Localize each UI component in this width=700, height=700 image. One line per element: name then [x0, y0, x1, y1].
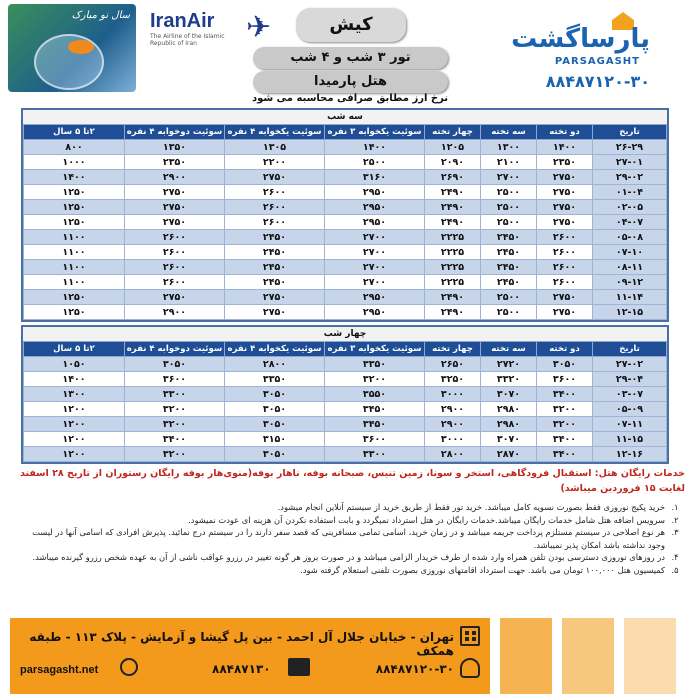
price-cell: ۱۲۵۰: [24, 200, 125, 215]
table-row: [24, 200, 667, 215]
price-cell: ۱۳۰۰: [24, 387, 125, 402]
table-row: [24, 290, 667, 305]
decor-stripe: [500, 618, 552, 694]
price-cell: ۳۲۰۰: [325, 372, 425, 387]
date-cell: ۰۵-۰۹: [593, 402, 667, 417]
price-cell: ۱۲۰۰: [24, 417, 125, 432]
four-nights-rows: [24, 357, 667, 462]
price-cell: ۲۴۹۰: [425, 215, 481, 230]
column-header: دو تخته: [537, 342, 593, 357]
price-cell: ۳۰۵۰: [125, 357, 225, 372]
price-cell: ۲۹۵۰: [325, 215, 425, 230]
date-cell: ۲۷-۰۱: [593, 155, 667, 170]
price-cell: ۲۵۰۰: [481, 185, 537, 200]
price-cell: ۱۳۵۰: [125, 140, 225, 155]
price-cell: ۲۰۹۰: [425, 155, 481, 170]
price-cell: ۲۷۵۰: [125, 215, 225, 230]
date-cell: ۲۹-۰۲: [593, 170, 667, 185]
price-cell: ۲۲۰۰: [225, 155, 325, 170]
price-cell: ۲۲۲۵: [425, 260, 481, 275]
airline-name: IranAir: [150, 10, 215, 32]
price-cell: ۲۹۰۰: [125, 170, 225, 185]
price-cell: ۲۴۵۰: [481, 245, 537, 260]
note-number: ۵.: [671, 564, 679, 575]
price-cell: ۲۵۰۰: [325, 155, 425, 170]
date-cell: ۲۶-۲۹: [593, 140, 667, 155]
price-cell: ۱۲۵۰: [24, 305, 125, 320]
four-nights-table: [21, 325, 669, 464]
price-cell: ۲۲۲۵: [425, 230, 481, 245]
note-text: در روزهای نوروزی دسترسی بودن تلفن همراه وارد شده از طرف خریدار الزامی میباشد و در صورت بروز هر گونه تغییر در رزرو عواقب ناشی از آن به عهده شخص رزرو گیرنده میباشد.: [32, 552, 665, 562]
price-cell: ۲۷۵۰: [125, 200, 225, 215]
price-cell: ۳۴۵۰: [325, 417, 425, 432]
price-cell: ۲۷۰۰: [325, 230, 425, 245]
note-item: [15, 514, 685, 527]
price-cell: ۲۵۰۰: [481, 305, 537, 320]
price-cell: ۳۶۰۰: [125, 372, 225, 387]
price-cell: ۲۷۵۰: [537, 215, 593, 230]
price-cell: ۲۷۵۰: [537, 170, 593, 185]
price-cell: ۳۴۵۰: [325, 402, 425, 417]
price-cell: ۳۴۰۰: [125, 432, 225, 447]
header: [0, 0, 700, 118]
price-cell: ۲۴۹۰: [425, 185, 481, 200]
iranair-logo: [150, 10, 270, 50]
parsagasht-logo: [511, 12, 680, 92]
phone-icon: [460, 658, 480, 678]
agency-latin-name: PARSAGASHT: [554, 56, 640, 67]
price-cell: ۲۹۰۰: [425, 402, 481, 417]
three-nights-table: [21, 108, 669, 322]
date-cell: ۲۹-۰۴: [593, 372, 667, 387]
nowruz-banner-image: [8, 4, 136, 92]
note-item: [15, 501, 685, 514]
price-cell: ۱۰۵۰: [24, 357, 125, 372]
price-cell: ۲۶۹۰: [425, 170, 481, 185]
price-cell: ۳۴۰۰: [537, 447, 593, 462]
table-row: [24, 432, 667, 447]
price-cell: ۲۸۷۰: [481, 447, 537, 462]
table-header-row: [24, 342, 667, 357]
price-cell: ۲۳۵۰: [125, 155, 225, 170]
price-cell: ۲۷۵۰: [537, 185, 593, 200]
date-cell: ۰۵-۰۸: [593, 230, 667, 245]
price-cell: ۲۶۰۰: [125, 260, 225, 275]
note-text: کمیسیون هتل ۱۰۰,۰۰۰ تومان می باشد. جهت استرداد اقامتهای نوروزی بصورت تلفنی استعلام گرفته شود.: [300, 564, 665, 575]
table-row: [24, 447, 667, 462]
price-cell: ۱۲۰۰: [24, 432, 125, 447]
price-cell: ۱۱۰۰: [24, 245, 125, 260]
tour-duration: تور ۳ شب و ۴ شب: [253, 47, 448, 69]
hotel-name: هتل پارمیدا: [253, 71, 448, 93]
price-cell: ۳۰۵۰: [537, 357, 593, 372]
price-cell: ۲۹۵۰: [325, 200, 425, 215]
price-cell: ۲۷۰۰: [325, 260, 425, 275]
price-cell: ۳۱۶۰: [325, 170, 425, 185]
price-cell: ۳۰۵۰: [225, 387, 325, 402]
price-cell: ۲۷۵۰: [537, 200, 593, 215]
price-cell: ۳۰۵۰: [225, 402, 325, 417]
price-cell: ۱۴۰۰: [325, 140, 425, 155]
price-cell: ۲۴۵۰: [225, 275, 325, 290]
column-header: سه تخته: [481, 342, 537, 357]
price-cell: ۳۳۰۰: [125, 387, 225, 402]
table-row: [24, 140, 667, 155]
price-cell: ۱۲۵۰: [24, 215, 125, 230]
address-text: تهران - خیابان جلال آل احمد - بین پل گیشا و آزمایش - پلاک ۱۱۳ - طبقه همکف: [29, 630, 454, 658]
price-cell: ۲۴۵۰: [481, 275, 537, 290]
price-cell: ۸۰۰: [24, 140, 125, 155]
price-cell: ۱۲۰۰: [24, 447, 125, 462]
price-cell: ۲۹۸۰: [481, 402, 537, 417]
price-cell: ۳۲۰۰: [537, 417, 593, 432]
price-cell: ۲۹۵۰: [325, 290, 425, 305]
price-cell: ۲۴۵۰: [225, 230, 325, 245]
table-row: [24, 215, 667, 230]
price-cell: ۱۰۰۰: [24, 155, 125, 170]
price-cell: ۱۳۰۵: [225, 140, 325, 155]
fax-number: ۸۸۴۸۷۱۳۰: [212, 662, 271, 676]
note-item: [15, 551, 685, 564]
price-cell: ۲۶۰۰: [225, 200, 325, 215]
column-header: سه تخته: [481, 125, 537, 140]
price-cell: ۲۷۰۰: [325, 275, 425, 290]
price-cell: ۲۷۵۰: [225, 305, 325, 320]
price-cell: ۲۵۰۰: [481, 200, 537, 215]
table-row: [24, 245, 667, 260]
price-cell: ۱۴۰۰: [537, 140, 593, 155]
table-row: [24, 155, 667, 170]
building-icon: [460, 626, 480, 646]
price-cell: ۲۷۵۰: [125, 185, 225, 200]
homa-bird-icon: ✈: [246, 10, 272, 45]
price-cell: ۲۶۰۰: [537, 260, 593, 275]
price-cell: ۲۲۲۵: [425, 245, 481, 260]
price-cell: ۳۳۲۰: [481, 372, 537, 387]
price-cell: ۲۶۰۰: [225, 215, 325, 230]
table-row: [24, 357, 667, 372]
price-cell: ۱۳۰۰: [481, 140, 537, 155]
new-year-caption: سال نو مبارک: [71, 10, 130, 21]
phone-number: ۸۸۴۸۷۱۲۰-۳۰: [375, 662, 454, 676]
date-cell: ۰۱-۰۴: [593, 185, 667, 200]
price-cell: ۱۴۰۰: [24, 372, 125, 387]
price-cell: ۳۳۵۰: [225, 372, 325, 387]
date-cell: ۰۴-۰۷: [593, 215, 667, 230]
date-cell: ۰۷-۱۰: [593, 245, 667, 260]
note-number: ۲.: [671, 514, 679, 525]
price-cell: ۲۶۰۰: [537, 230, 593, 245]
note-item: [15, 526, 685, 551]
table-row: [24, 170, 667, 185]
price-cell: ۲۸۰۰: [225, 357, 325, 372]
date-cell: ۰۳-۰۷: [593, 387, 667, 402]
price-cell: ۲۴۹۰: [425, 200, 481, 215]
price-table: [23, 341, 667, 462]
column-header: سوئیت یکخوابه ۳ نفره: [325, 125, 425, 140]
table-row: [24, 185, 667, 200]
price-cell: ۳۵۵۰: [325, 387, 425, 402]
price-cell: ۲۹۰۰: [425, 417, 481, 432]
three-nights-title: سه شب: [23, 110, 667, 124]
price-cell: ۳۲۰۰: [125, 447, 225, 462]
price-cell: ۲۷۵۰: [225, 170, 325, 185]
price-cell: ۲۴۵۰: [225, 245, 325, 260]
price-cell: ۲۶۰۰: [125, 245, 225, 260]
price-cell: ۲۸۰۰: [425, 447, 481, 462]
date-cell: ۰۷-۱۱: [593, 417, 667, 432]
table-row: [24, 230, 667, 245]
price-cell: ۱۲۵۰: [24, 290, 125, 305]
column-header: سوئیت دوخوابه ۴ نفره: [125, 342, 225, 357]
price-cell: ۳۴۰۰: [537, 387, 593, 402]
price-cell: ۲۹۰۰: [125, 305, 225, 320]
table-header-row: [24, 125, 667, 140]
price-cell: ۳۲۰۰: [537, 402, 593, 417]
date-cell: ۰۲-۰۵: [593, 200, 667, 215]
decor-stripe: [562, 618, 614, 694]
agency-name: پارساگشت: [511, 24, 650, 54]
table-row: [24, 275, 667, 290]
note-text: خرید پکیج نوروزی فقط بصورت نسویه کامل میباشد. خرید تور فقط از طریق خرید از سیستم آنلاین انجام میشود.: [277, 502, 665, 512]
price-cell: ۳۲۰۰: [125, 417, 225, 432]
note-number: ۳.: [671, 527, 679, 537]
price-cell: ۲۶۵۰: [425, 357, 481, 372]
exchange-rate-note: نرخ ارز مطابق صرافی محاسبه می شود: [251, 93, 449, 104]
price-cell: ۲۶۰۰: [125, 230, 225, 245]
price-cell: ۲۷۰۰: [325, 245, 425, 260]
note-item: [15, 564, 685, 577]
column-header: ۲تا ۵ سال: [24, 125, 125, 140]
column-header: دو تخته: [537, 125, 593, 140]
price-cell: ۲۶۰۰: [125, 275, 225, 290]
agency-phone: ۸۸۴۸۷۱۲۰-۳۰: [545, 72, 650, 91]
price-cell: ۳۲۵۰: [425, 372, 481, 387]
date-cell: ۱۱-۱۴: [593, 290, 667, 305]
price-cell: ۲۷۲۰: [481, 357, 537, 372]
website-link[interactable]: parsagasht.net: [20, 664, 99, 676]
column-header: سوئیت دوخوابه ۴ نفره: [125, 125, 225, 140]
price-cell: ۲۴۹۰: [425, 290, 481, 305]
date-cell: ۰۸-۱۱: [593, 260, 667, 275]
price-cell: ۳۰۰۰: [425, 387, 481, 402]
price-cell: ۳۱۵۰: [225, 432, 325, 447]
airline-tagline: The Airline of the Islamic Republic of Iran: [150, 33, 225, 47]
column-header: چهار تخته: [425, 125, 481, 140]
four-nights-title: چهار شب: [23, 327, 667, 341]
price-cell: ۱۱۰۰: [24, 275, 125, 290]
price-cell: ۲۴۵۰: [481, 260, 537, 275]
footer: [0, 618, 700, 700]
terms-list: [15, 501, 685, 576]
column-header: تاریخ: [593, 342, 667, 357]
price-cell: ۲۷۵۰: [125, 290, 225, 305]
table-row: [24, 372, 667, 387]
price-cell: ۳۰۰۰: [425, 432, 481, 447]
goldfish-icon: [68, 40, 94, 54]
price-cell: ۳۰۵۰: [225, 417, 325, 432]
price-cell: ۲۳۵۰: [537, 155, 593, 170]
price-table: [23, 124, 667, 320]
table-row: [24, 402, 667, 417]
price-cell: ۱۲۰۵: [425, 140, 481, 155]
price-cell: ۳۲۰۰: [125, 402, 225, 417]
three-nights-rows: [24, 140, 667, 320]
price-cell: ۳۳۵۰: [325, 357, 425, 372]
note-number: ۱.: [671, 502, 679, 512]
price-cell: ۳۰۷۰: [481, 432, 537, 447]
date-cell: ۰۹-۱۲: [593, 275, 667, 290]
price-cell: ۲۴۹۰: [425, 305, 481, 320]
price-cell: ۲۹۸۰: [481, 417, 537, 432]
column-header: چهار تخته: [425, 342, 481, 357]
price-cell: ۲۷۵۰: [537, 305, 593, 320]
price-cell: ۳۶۰۰: [325, 432, 425, 447]
note-text: هر نوع اصلاحی در سیستم مستلزم پرداخت جریمه میباشد و در زمان خرید، اسامی تمامی مسافرینی که قصد سفر دارند را در سیستم درج نمائید. پذیرش افرادی که اسامی آنها در لیست وجود نداشته باشد امکان پذیر نمیباشد.: [32, 527, 665, 550]
price-cell: ۲۷۰۰: [481, 170, 537, 185]
price-cell: ۲۴۵۰: [481, 230, 537, 245]
contact-panel: [10, 618, 490, 694]
price-cell: ۲۶۰۰: [537, 245, 593, 260]
price-cell: ۳۰۵۰: [225, 447, 325, 462]
table-row: [24, 417, 667, 432]
price-cell: ۱۲۵۰: [24, 185, 125, 200]
price-cell: ۲۷۵۰: [225, 290, 325, 305]
price-cell: ۳۰۷۰: [481, 387, 537, 402]
date-cell: ۱۲-۱۶: [593, 447, 667, 462]
price-cell: ۲۵۰۰: [481, 290, 537, 305]
table-row: [24, 387, 667, 402]
column-header: سوئیت یکخوابه ۴ نفره: [225, 125, 325, 140]
column-header: تاریخ: [593, 125, 667, 140]
price-cell: ۳۳۰۰: [325, 447, 425, 462]
table-row: [24, 260, 667, 275]
destination-city: کیش: [296, 8, 406, 42]
price-cell: ۲۲۲۵: [425, 275, 481, 290]
free-services-text: خدمات رایگان هتل: استقبال فرودگاهی، استخر و سونا، زمین تنیس، صبحانه بوفه، ناهار بوفه(منوی‌هار بوفه رایگان رستوران از تاریخ ۲۸ اسفند لغایت ۱۵ فروردین میباشد): [19, 468, 685, 494]
price-cell: ۱۴۰۰: [24, 170, 125, 185]
price-cell: ۲۱۰۰: [481, 155, 537, 170]
date-cell: ۲۷-۰۲: [593, 357, 667, 372]
price-cell: ۲۶۰۰: [225, 185, 325, 200]
price-cell: ۱۲۰۰: [24, 402, 125, 417]
globe-icon: [120, 658, 138, 676]
fax-icon: [288, 658, 310, 676]
price-cell: ۲۶۰۰: [537, 275, 593, 290]
price-cell: ۲۴۵۰: [225, 260, 325, 275]
decor-stripe: [624, 618, 676, 694]
date-cell: ۱۲-۱۵: [593, 305, 667, 320]
column-header: سوئیت یکخوابه ۴ نفره: [225, 342, 325, 357]
table-row: [24, 305, 667, 320]
column-header: سوئیت یکخوابه ۳ نفره: [325, 342, 425, 357]
note-text: سرویس اضافه هتل شامل خدمات رایگان میباشد.خدمات رایگان در هتل استرداد نمیگردد و بابت استفاده نکردن آن هزینه ای عودت نمیشود.: [188, 514, 665, 525]
price-cell: ۱۱۰۰: [24, 260, 125, 275]
note-number: ۴.: [671, 552, 679, 562]
price-cell: ۲۵۰۰: [481, 215, 537, 230]
price-cell: ۲۹۵۰: [325, 185, 425, 200]
price-cell: ۲۹۵۰: [325, 305, 425, 320]
price-cell: ۲۷۵۰: [537, 290, 593, 305]
date-cell: ۱۱-۱۵: [593, 432, 667, 447]
price-cell: ۳۶۰۰: [537, 372, 593, 387]
price-cell: ۱۱۰۰: [24, 230, 125, 245]
price-cell: ۳۴۰۰: [537, 432, 593, 447]
column-header: ۲تا ۵ سال: [24, 342, 125, 357]
